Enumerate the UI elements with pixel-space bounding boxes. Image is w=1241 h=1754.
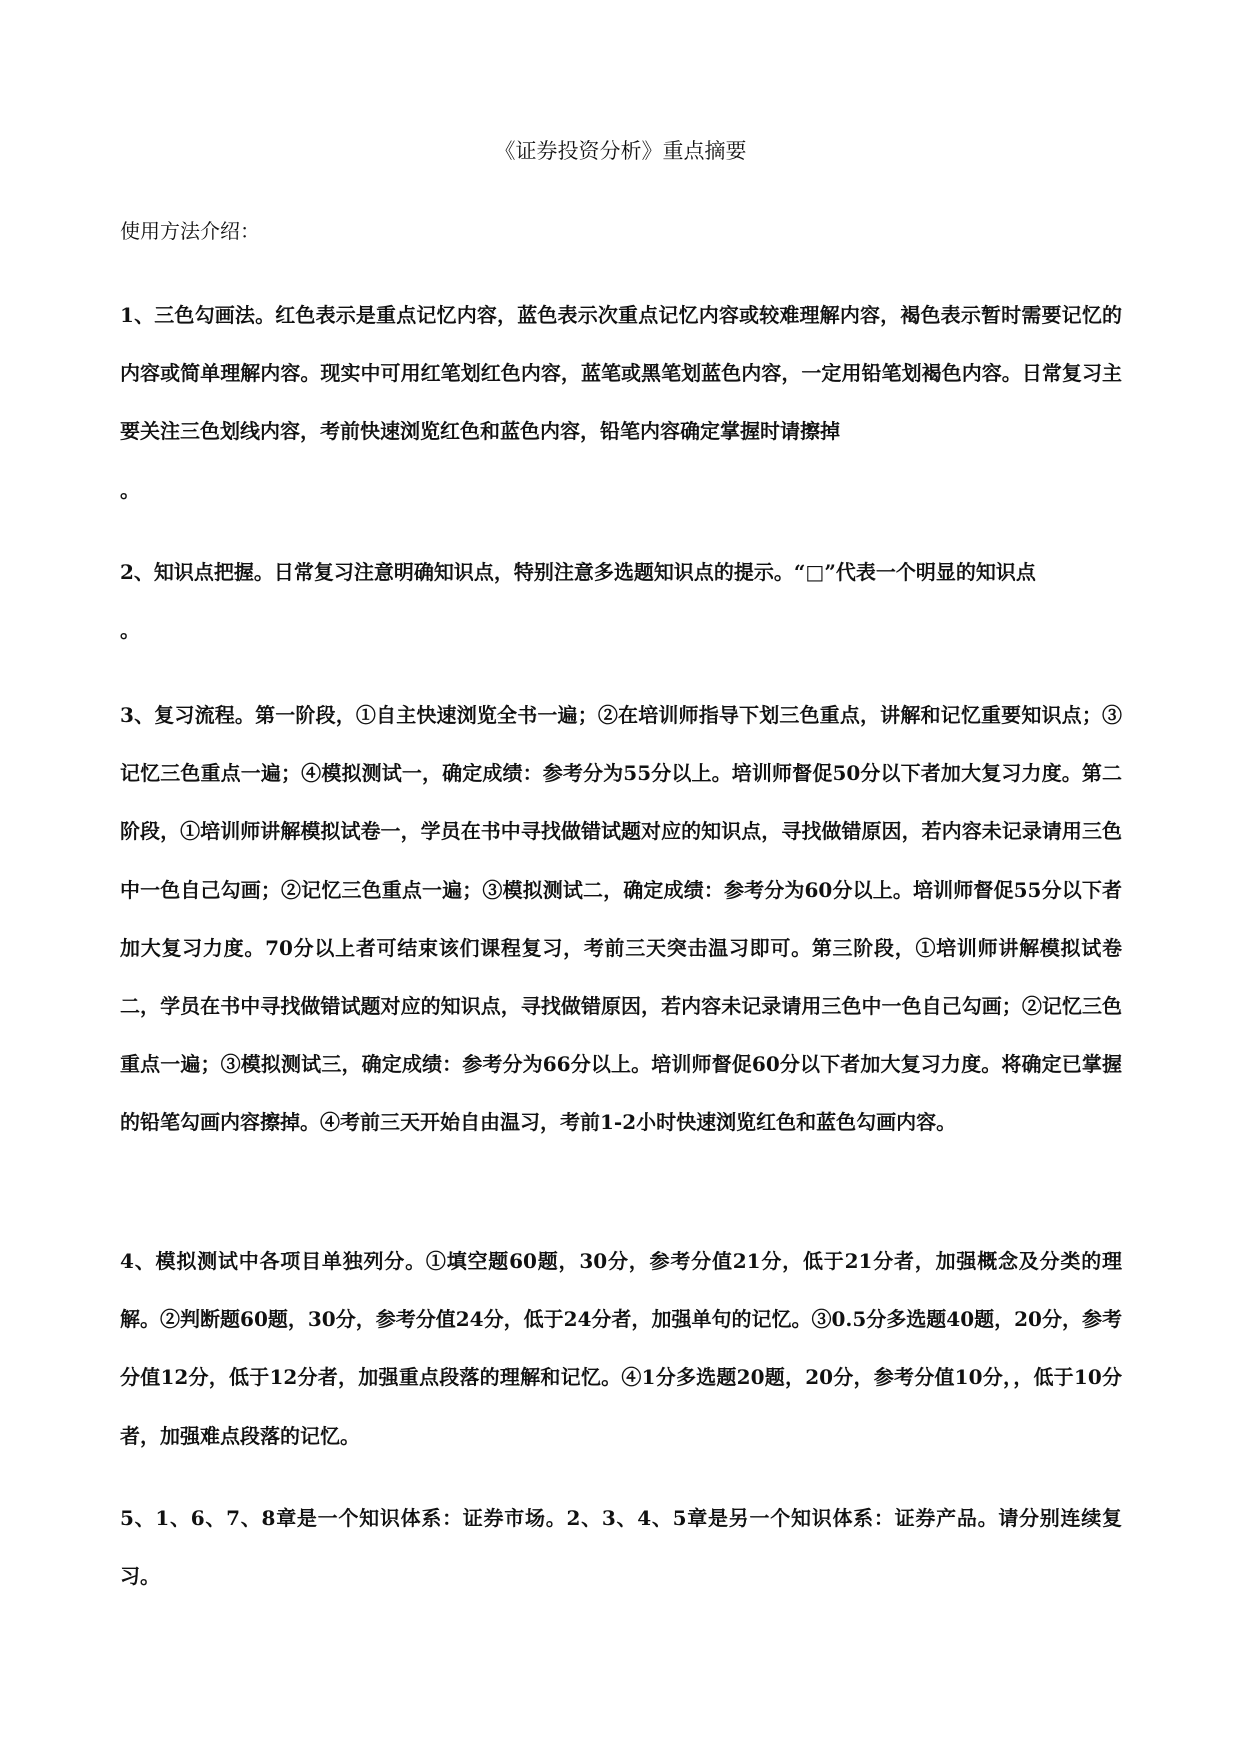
paragraph-1-tail: 。 (120, 477, 140, 502)
paragraph-3 (120, 686, 1122, 1152)
paragraph-2 (120, 543, 1122, 659)
paragraph-4-text: 4、模拟测试中各项目单独列分。①填空题60题，30分，参考分值21分，低于21分者，加强概念及分类的理解。②判断题60题，30分，参考分值24分，低于24分者，加强单句的记忆。③0.5分多选题40题，20分，参考分值12分，低于12分者，加强重点段落的理解和记忆。④1分多选题20题，20分，参考分值10分，，低于10分者，加强难点段落的记忆。 (120, 1249, 1122, 1448)
intro-heading: 使用方法介绍： (120, 219, 260, 243)
document-title: 《证券投资分析》重点摘要 (494, 139, 747, 163)
paragraph-1-text: 1、三色勾画法。红色表示是重点记忆内容，蓝色表示次重点记忆内容或较难理解内容，褐色表示暂时需要记忆的内容或简单理解内容。现实中可用红笔划红色内容，蓝笔或黑笔划蓝色内容，一定用铅笔划褐色内容。日常复习主要关注三色划线内容，考前快速浏览红色和蓝色内容，铅笔内容确定掌握时请擦掉 (120, 303, 1122, 444)
paragraph-1 (120, 286, 1122, 519)
paragraph-5-text: 5、1、6、7、8章是一个知识体系：证券市场。2、3、4、5章是另一个知识体系：证券产品。请分别连续复习。 (120, 1506, 1122, 1589)
paragraph-4 (120, 1232, 1122, 1465)
paragraph-5 (120, 1489, 1122, 1605)
paragraph-2-text: 2、知识点把握。日常复习注意明确知识点，特别注意多选题知识点的提示。“□”代表一个明显的知识点 (120, 560, 1036, 584)
paragraph-2-tail: 。 (120, 618, 140, 643)
paragraph-3-text: 3、复习流程。第一阶段，①自主快速浏览全书一遍；②在培训师指导下划三色重点，讲解和记忆重要知识点；③记忆三色重点一遍；④模拟测试一，确定成绩：参考分为55分以上。培训师督促50分以下者加大复习力度。第二阶段，①培训师讲解模拟试卷一，学员在书中寻找做错试题对应的知识点，寻找做错原因，若内容未记录请用三色中一色自己勾画；②记忆三色重点一遍；③模拟测试二，确定成绩：参考分为60分以上。培训师督促55分以下者加大复习力度。70分以上者可结束该们课程复习，考前三天突击温习即可。第三阶段，①培训师讲解模拟试卷二，学员在书中寻找做错试题对应的知识点，寻找做错原因，若内容未记录请用三色中一色自己勾画；②记忆三色重点一遍；③模拟测试三，确定成绩：参考分为66分以上。培训师督促60分以下者加大复习力度。将确定已掌握的铅笔勾画内容擦掉。④考前三天开始自由温习，考前1-2小时快速浏览红色和蓝色勾画内容。 (120, 703, 1122, 1135)
